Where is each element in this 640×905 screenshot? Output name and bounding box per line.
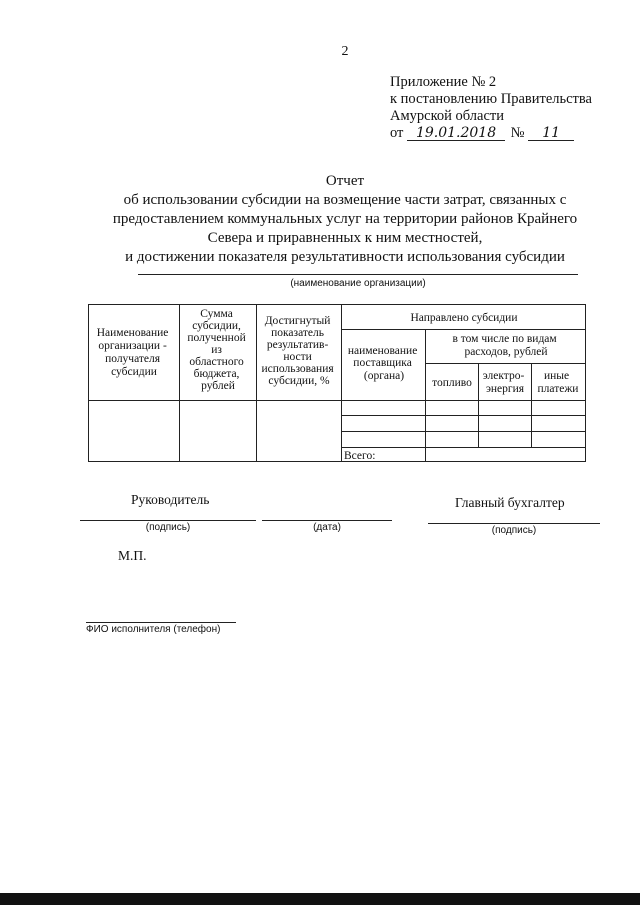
page-number: 2 [341,44,349,59]
header-fuel: топливо [432,377,472,389]
appendix-date-line [390,125,592,142]
header-amount: Сумма субсидии, полученной из областного бюджета, рублей [187,308,246,392]
header-supplier: наименование поставщика (органа) [347,345,418,382]
head-label: Руководитель [131,492,210,507]
appendix-line-3: Амурской области [390,108,504,124]
signature-caption: (подпись) [145,522,191,533]
title-line-3: Севера и приравненных к ним местностей, [207,230,483,246]
title-line-2: предоставлением коммунальных услуг на территории районов Крайнего [112,211,578,227]
appendix-line-1: Приложение № 2 [390,74,497,90]
accountant-label: Главный бухгалтер [455,495,565,510]
stamp-label: М.П. [118,548,147,563]
total-label: Всего: [344,450,376,462]
header-directed-group: Направлено субсидии [410,312,518,324]
title-line-1: об использовании субсидии на возмещение части затрат, связанных с [123,192,567,208]
accountant-signature-line [428,523,600,524]
date-caption: (дата) [313,522,341,533]
handwritten-number: 11 [528,126,574,141]
executor-caption: ФИО исполнителя (телефон) [86,624,221,635]
title-line-4: и достижении показателя результативности использования субсидии [125,249,565,265]
header-recipient: Наименование организации - получателя субсидии [96,327,169,378]
header-other-payments: иные платежи [537,370,579,395]
date-prefix: от [390,125,404,141]
subsidy-table-grid [88,304,586,462]
accountant-signature-caption: (подпись) [491,525,537,536]
handwritten-date: 19.01.2018 [407,126,505,141]
scan-bottom-edge [0,893,640,905]
header-expense-types: в том числе по видам расходов, рублей [452,333,557,358]
appendix-block [390,74,592,142]
head-signature-line [80,520,256,521]
appendix-line-2: к постановлению Правительства [390,91,592,107]
organization-name-line [138,274,578,275]
organization-caption: (наименование организации) [290,278,426,289]
header-indicator: Достигнутый показатель результатив- ности использования субсидии, % [261,315,334,387]
subsidy-table [88,304,586,462]
report-title [100,172,590,267]
title-heading: Отчет [325,173,365,189]
header-electricity: электро- энергия [482,370,525,395]
number-prefix: № [510,125,525,141]
date-line [262,520,392,521]
executor-line [86,622,236,623]
